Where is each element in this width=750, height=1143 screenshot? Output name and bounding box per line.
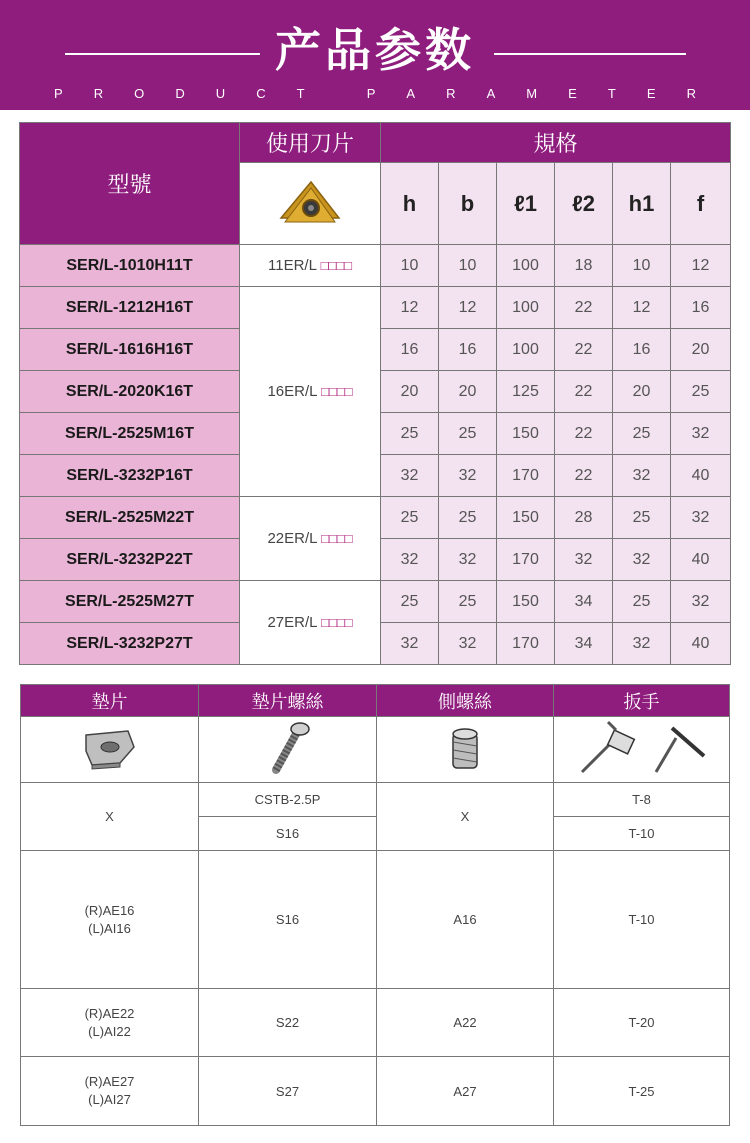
shim-value <box>21 989 199 1057</box>
spec-value: 34 <box>555 623 613 665</box>
blade-cell <box>240 245 381 287</box>
col-l2: ℓ2 <box>555 163 613 245</box>
spec-value: 34 <box>555 581 613 623</box>
shim-left: (L)AI27 <box>88 1092 131 1107</box>
subtitle-letter: R <box>93 86 104 101</box>
col-h: h <box>381 163 439 245</box>
side-screw-image <box>377 717 554 783</box>
screw-icon <box>258 720 318 776</box>
spec-value: 10 <box>613 245 671 287</box>
spec-value: 32 <box>381 539 439 581</box>
wrench-image <box>554 717 730 783</box>
shim-screw-image <box>199 717 377 783</box>
spec-value: 25 <box>381 581 439 623</box>
blade-label: 11ER/L <box>268 257 317 274</box>
model-cell: SER/L-3232P27T <box>20 623 240 665</box>
subtitle-letter: D <box>175 86 185 101</box>
shim-value <box>21 1057 199 1126</box>
subtitle-letter: T <box>607 86 616 101</box>
spec-value: 25 <box>439 413 497 455</box>
shim-left: (L)AI22 <box>88 1023 131 1039</box>
spec-value: 25 <box>613 581 671 623</box>
wrench-value: T-25 <box>554 1057 730 1126</box>
threading-insert-icon <box>275 178 345 226</box>
wrench-value: T-8 <box>554 783 730 817</box>
spec-value: 32 <box>439 455 497 497</box>
subtitle-letter: U <box>215 86 226 101</box>
spec-value: 32 <box>439 539 497 581</box>
header-shim: 墊片 <box>21 685 199 717</box>
spec-value: 150 <box>497 497 555 539</box>
spec-value: 22 <box>555 329 613 371</box>
shim-right: (R)AE22 <box>84 1005 135 1021</box>
spec-value: 25 <box>439 581 497 623</box>
spec-value: 16 <box>671 287 731 329</box>
header-spec: 規格 <box>381 123 731 163</box>
side-screw-icon <box>435 720 495 776</box>
side-screw-value: A27 <box>377 1057 554 1126</box>
col-f: f <box>671 163 731 245</box>
header-shim-screw: 墊片螺絲 <box>199 685 377 717</box>
side-screw-value: A22 <box>377 989 554 1057</box>
insert-image <box>240 163 381 245</box>
subtitle-letter: R <box>686 86 696 101</box>
spec-value: 12 <box>439 287 497 329</box>
model-cell: SER/L-2020K16T <box>20 371 240 413</box>
spec-value: 150 <box>497 581 555 623</box>
header-banner <box>0 0 750 110</box>
model-cell: SER/L-2525M16T <box>20 413 240 455</box>
spec-value: 28 <box>555 497 613 539</box>
spec-value: 22 <box>555 413 613 455</box>
spec-value: 40 <box>671 623 731 665</box>
spec-value: 16 <box>381 329 439 371</box>
spec-table <box>19 122 731 665</box>
spec-value: 32 <box>671 413 731 455</box>
spec-value: 170 <box>497 539 555 581</box>
shim-screw-value: S16 <box>199 817 377 851</box>
shim-right: (R)AE27 <box>84 1074 135 1089</box>
spec-value: 20 <box>613 371 671 413</box>
spec-value: 32 <box>613 455 671 497</box>
blade-label: 27ER/L <box>267 614 317 631</box>
table-row <box>20 497 731 539</box>
spec-value: 22 <box>555 371 613 413</box>
side-screw-value: X <box>377 783 554 851</box>
model-cell: SER/L-1212H16T <box>20 287 240 329</box>
spec-value: 32 <box>555 539 613 581</box>
shim-icon <box>80 725 140 771</box>
spec-value: 170 <box>497 623 555 665</box>
spec-value: 22 <box>555 455 613 497</box>
spec-value: 32 <box>671 581 731 623</box>
spec-value: 12 <box>381 287 439 329</box>
subtitle-letter: M <box>526 86 538 101</box>
spec-value: 32 <box>613 539 671 581</box>
col-l1: ℓ1 <box>497 163 555 245</box>
spec-value: 18 <box>555 245 613 287</box>
spec-value: 10 <box>439 245 497 287</box>
header-model: 型號 <box>20 123 240 245</box>
spec-value: 32 <box>613 623 671 665</box>
shim-image <box>21 717 199 783</box>
spec-value: 16 <box>439 329 497 371</box>
spec-value: 10 <box>381 245 439 287</box>
spec-value: 32 <box>381 623 439 665</box>
side-screw-value: A16 <box>377 851 554 989</box>
shim-value: X <box>21 783 199 851</box>
subtitle-letter: O <box>134 86 145 101</box>
col-b: b <box>439 163 497 245</box>
spec-value: 25 <box>613 497 671 539</box>
subtitle-letter: C <box>256 86 266 101</box>
blade-suffix: □□□□ <box>321 531 353 546</box>
wrench-icon <box>572 720 712 776</box>
spec-value: 20 <box>439 371 497 413</box>
subtitle-letter: P <box>54 86 63 101</box>
model-cell: SER/L-1010H11T <box>20 245 240 287</box>
blade-cell <box>240 497 381 581</box>
accessory-table <box>20 684 730 1126</box>
spec-value: 12 <box>613 287 671 329</box>
spec-value: 100 <box>497 329 555 371</box>
blade-cell <box>240 581 381 665</box>
header-wrench: 扳手 <box>554 685 730 717</box>
table-row <box>20 245 731 287</box>
blade-cell <box>240 287 381 497</box>
spec-value: 20 <box>671 329 731 371</box>
table-row <box>20 581 731 623</box>
shim-left: (L)AI16 <box>88 920 131 936</box>
model-cell: SER/L-2525M27T <box>20 581 240 623</box>
spec-value: 32 <box>671 497 731 539</box>
subtitle-letter: P <box>366 86 376 101</box>
spec-value: 25 <box>381 413 439 455</box>
spec-value: 40 <box>671 539 731 581</box>
spec-value: 22 <box>555 287 613 329</box>
subtitle-letter: T <box>296 86 305 101</box>
page-title: 产品参数 <box>275 23 475 77</box>
spec-value: 40 <box>671 455 731 497</box>
model-cell: SER/L-2525M22T <box>20 497 240 539</box>
shim-value <box>21 851 199 989</box>
wrench-value: T-20 <box>554 989 730 1057</box>
spec-value: 25 <box>671 371 731 413</box>
spec-value: 170 <box>497 455 555 497</box>
spec-value: 25 <box>439 497 497 539</box>
subtitle-letter: A <box>486 86 496 101</box>
shim-screw-value: S27 <box>199 1057 377 1126</box>
spec-value: 20 <box>381 371 439 413</box>
model-cell: SER/L-3232P22T <box>20 539 240 581</box>
spec-value: 100 <box>497 287 555 329</box>
table-row <box>20 287 731 329</box>
wrench-value: T-10 <box>554 851 730 989</box>
spec-value: 150 <box>497 413 555 455</box>
subtitle-letter: R <box>446 86 456 101</box>
blade-suffix: □□□□ <box>321 384 353 399</box>
spec-value: 25 <box>613 413 671 455</box>
shim-screw-value: S16 <box>199 851 377 989</box>
spec-value: 100 <box>497 245 555 287</box>
blade-suffix: □□□□ <box>320 258 352 273</box>
model-cell: SER/L-1616H16T <box>20 329 240 371</box>
spec-value: 32 <box>381 455 439 497</box>
shim-screw-value: S22 <box>199 989 377 1057</box>
spec-value: 16 <box>613 329 671 371</box>
col-h1: h1 <box>613 163 671 245</box>
subtitle-letter: A <box>406 86 416 101</box>
blade-label: 16ER/L <box>267 383 317 400</box>
subtitle-letter: E <box>646 86 656 101</box>
model-cell: SER/L-3232P16T <box>20 455 240 497</box>
shim-right: (R)AE16 <box>84 902 135 918</box>
subtitle-letter: E <box>568 86 577 101</box>
spec-value: 125 <box>497 371 555 413</box>
blade-suffix: □□□□ <box>321 615 353 630</box>
spec-value: 32 <box>439 623 497 665</box>
spec-value: 25 <box>381 497 439 539</box>
header-blade: 使用刀片 <box>240 123 381 163</box>
spec-value: 12 <box>671 245 731 287</box>
blade-label: 22ER/L <box>267 530 317 547</box>
page-subtitle <box>54 86 696 101</box>
wrench-value: T-10 <box>554 817 730 851</box>
header-side-screw: 側螺絲 <box>377 685 554 717</box>
shim-screw-value: CSTB-2.5P <box>199 783 377 817</box>
